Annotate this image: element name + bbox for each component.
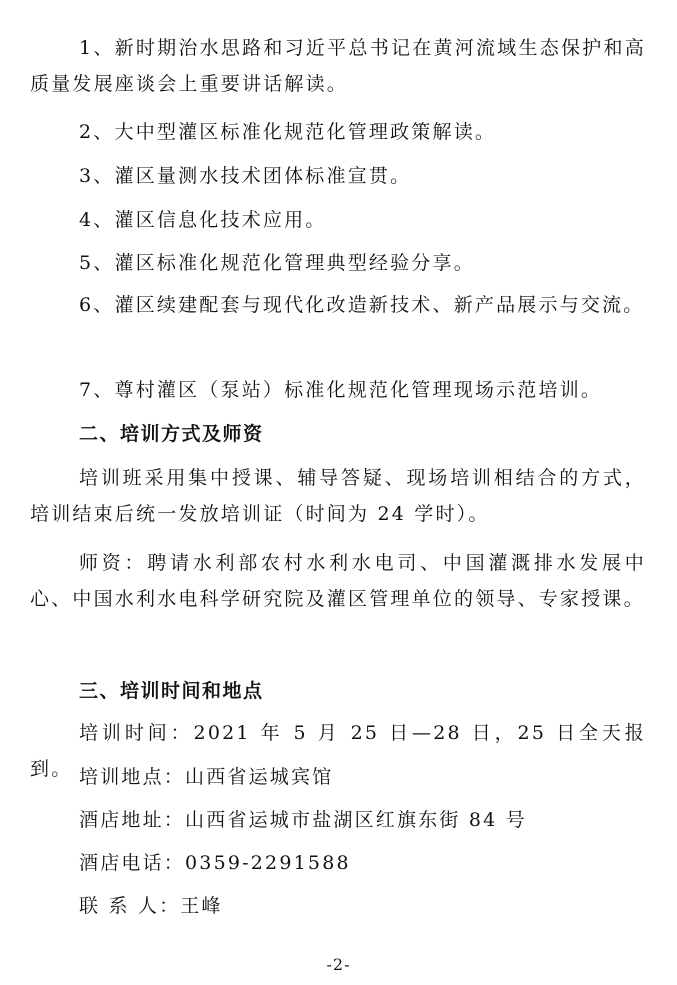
teachers: 师资：聘请水利部农村水利水电司、中国灌溉排水发展中心、中国水利水电科学研究院及灌区管理单位的领导、专家授课。: [30, 552, 646, 610]
training-time: 培训时间：2021 年 5 月 25 日—28 日，25 日全天报到。: [30, 722, 646, 780]
item-2: 2、大中型灌区标准化规范化管理政策解读。: [79, 121, 497, 143]
training-method: 培训班采用集中授课、辅导答疑、现场培训相结合的方式，培训结束后统一发放培训证（时间为 24 学时）。: [30, 467, 646, 525]
section-3-heading: 三、培训时间和地点: [79, 680, 264, 702]
item-3: 3、灌区量测水技术团体标准宣贯。: [79, 165, 412, 187]
item-4: 4、灌区信息化技术应用。: [79, 209, 327, 231]
contact-person: 联 系 人：王峰: [79, 895, 223, 917]
item-1: 1、新时期治水思路和习近平总书记在黄河流域生态保护和高质量发展座谈会上重要讲话解读。: [30, 37, 646, 95]
page-number: -2-: [326, 955, 351, 974]
hotel-address: 酒店地址：山西省运城市盐湖区红旗东街 84 号: [79, 809, 527, 831]
item-6: 6、灌区续建配套与现代化改造新技术、新产品展示与交流。: [79, 294, 645, 316]
hotel-phone: 酒店电话：0359-2291588: [79, 852, 351, 874]
section-2-heading: 二、培训方式及师资: [79, 423, 264, 445]
item-5: 5、灌区标准化规范化管理典型经验分享。: [79, 252, 475, 274]
item-7: 7、尊村灌区（泵站）标准化规范化管理现场示范培训。: [79, 379, 603, 401]
training-place: 培训地点：山西省运城宾馆: [79, 766, 334, 788]
